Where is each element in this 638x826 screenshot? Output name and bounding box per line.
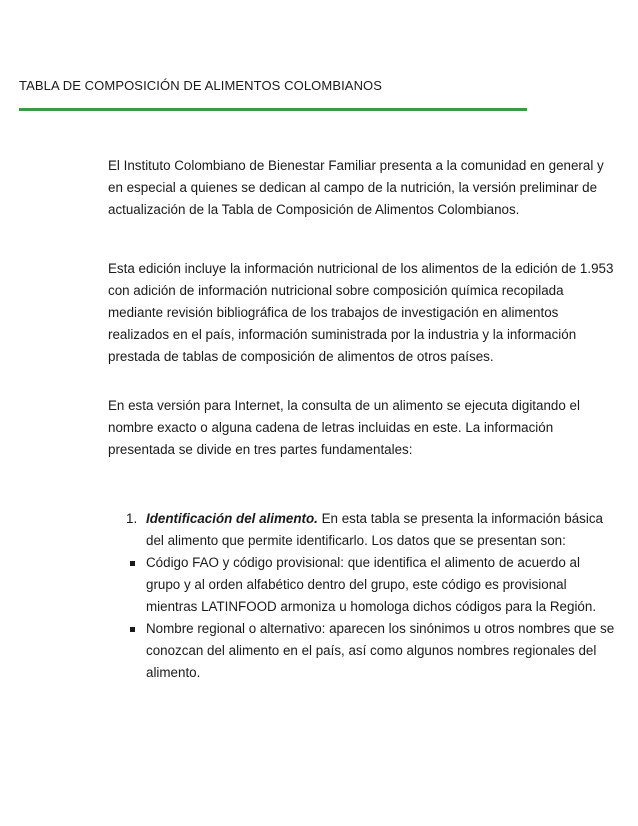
intro-paragraph: El Instituto Colombiano de Bienestar Familiar presenta a la comunidad en general y en especial a quienes se dedican al campo de la nutrición, la versión preliminar de actualización de la Tabla de Composición de Alimentos Colombianos. xyxy=(108,158,604,217)
list-number: 1. xyxy=(126,511,138,526)
bullet-text: Código FAO y código provisional: que identifica el alimento de acuerdo al grupo y al orden alfabético dentro del grupo, este código es provisional mientras LATINFOOD armoniza u homologa dichos códigos para la Región. xyxy=(146,555,597,614)
title-underline-rule xyxy=(19,108,527,111)
content-list xyxy=(126,508,616,684)
bullet-text: Nombre regional o alternativo: aparecen los sinónimos u otros nombres que se conozcan del alimento en el país, así como algunos nombres regionales del alimento. xyxy=(146,621,615,680)
edition-paragraph: Esta edición incluye la información nutricional de los alimentos de la edición de 1.953 con adición de información nutricional sobre composición química recopilada mediante revisión bibliográfica de los trabajos de investigación en alimentos realizados en el país, información suministrada por la industria y la información prestada de tablas de composición de alimentos de otros países. xyxy=(108,261,614,364)
item-heading: Identificación del alimento. xyxy=(146,511,318,526)
document-title: TABLA DE COMPOSICIÓN DE ALIMENTOS COLOMBIANOS xyxy=(19,78,383,93)
square-bullet-icon xyxy=(130,627,135,632)
bullet-list-item xyxy=(126,618,616,684)
numbered-list-item xyxy=(126,508,616,552)
bullet-list-item xyxy=(126,552,616,618)
internet-version-paragraph: En esta versión para Internet, la consulta de un alimento se ejecuta digitando el nombre exacto o alguna cadena de letras incluidas en este. La información presentada se divide en tres partes fundamentales: xyxy=(108,398,580,457)
item-description: En esta tabla se presenta la información básica del alimento que permite identificarlo. Los datos que se presentan son: xyxy=(146,511,603,548)
square-bullet-icon xyxy=(130,561,135,566)
